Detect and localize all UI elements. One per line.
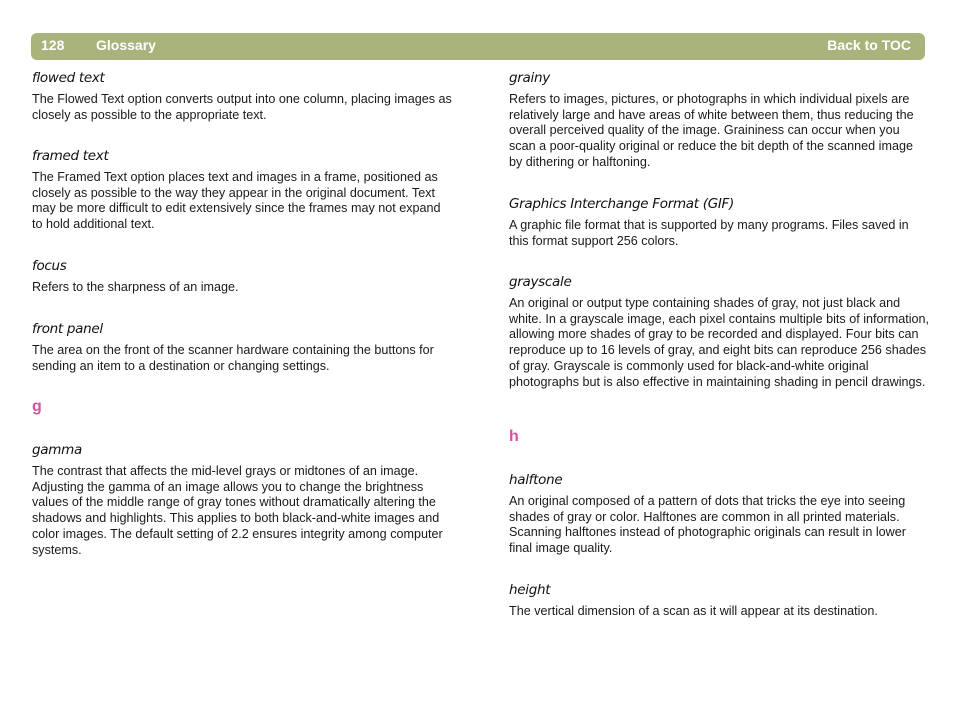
glossary-term: front panel: [32, 321, 103, 337]
glossary-entry-height: [509, 582, 929, 620]
glossary-term: grainy: [509, 70, 550, 86]
glossary-term: grayscale: [509, 274, 572, 290]
glossary-entry-focus: [32, 258, 452, 296]
letter-heading-h: [509, 428, 929, 446]
glossary-definition: An original composed of a pattern of dots that tricks the eye into seeing shades of gray or color. Halftones are common in all printed materials. Scanning halftones instead of photographic originals can result in lower final image quality.: [509, 494, 906, 556]
glossary-entry-front-panel: [32, 321, 452, 374]
glossary-definition: The Framed Text option places text and images in a frame, positioned as closely as possible to the way they appear in the original document. Text may be more difficult to edit extensively since the frames may not expand to hold additional text.: [32, 170, 441, 232]
glossary-term: flowed text: [32, 70, 105, 86]
glossary-definition: An original or output type containing shades of gray, not just black and white. In a grayscale image, each pixel contains multiple bits of information, allowing more shades of gray to be recorded and displayed. Four bits can reproduce up to 16 levels of gray, and eight bits can reproduce 256 shades of gray. Grayscale is commonly used for black-and-white original photographs but is also effective in maintaining shading in pencil drawings.: [509, 296, 930, 389]
glossary-term: framed text: [32, 148, 109, 164]
glossary-term: Graphics Interchange Format (GIF): [509, 196, 734, 212]
glossary-definition: The area on the front of the scanner hardware containing the buttons for sending an item to a destination or changing settings.: [32, 343, 434, 373]
back-to-toc-link[interactable]: Back to TOC: [827, 37, 911, 53]
glossary-entry-grayscale: [509, 274, 929, 390]
glossary-definition: A graphic file format that is supported by many programs. Files saved in this format support 256 colors.: [509, 218, 909, 248]
glossary-term: height: [509, 582, 551, 598]
glossary-term: halftone: [509, 472, 563, 488]
glossary-entry-framed-text: [32, 148, 452, 233]
glossary-term: gamma: [32, 442, 82, 458]
glossary-definition: The Flowed Text option converts output into one column, placing images as closely as possible to the appropriate text.: [32, 92, 452, 122]
glossary-definition: Refers to the sharpness of an image.: [32, 280, 239, 294]
glossary-term: focus: [32, 258, 67, 274]
section-letter: g: [32, 398, 42, 415]
glossary-entry-grainy: [509, 70, 929, 171]
glossary-entry-halftone: [509, 472, 929, 557]
glossary-definition: Refers to images, pictures, or photographs in which individual pixels are relatively large and have areas of white between them, thus reducing the overall perceived quality of the image. Graininess can occur when you scan a poor-quality original or reduce the bit depth of the scanned image by dithering or halftoning.: [509, 92, 914, 169]
section-title: Glossary: [96, 37, 156, 53]
page-number: 128: [41, 37, 65, 53]
glossary-entry-flowed-text: [32, 70, 452, 123]
glossary-entry-gif: [509, 196, 929, 249]
glossary-definition: The contrast that affects the mid-level grays or midtones of an image. Adjusting the gamma of an image allows you to change the brightness values of the middle range of gray tones without dramatically altering the shadows and highlights. This applies to both black-and-white images and color images. The default setting of 2.2 ensures integrity among computer systems.: [32, 464, 443, 557]
letter-heading-g: [32, 398, 452, 416]
header-bar: [31, 33, 925, 60]
section-letter: h: [509, 428, 519, 445]
glossary-entry-gamma: [32, 442, 452, 558]
glossary-definition: The vertical dimension of a scan as it will appear at its destination.: [509, 604, 878, 618]
